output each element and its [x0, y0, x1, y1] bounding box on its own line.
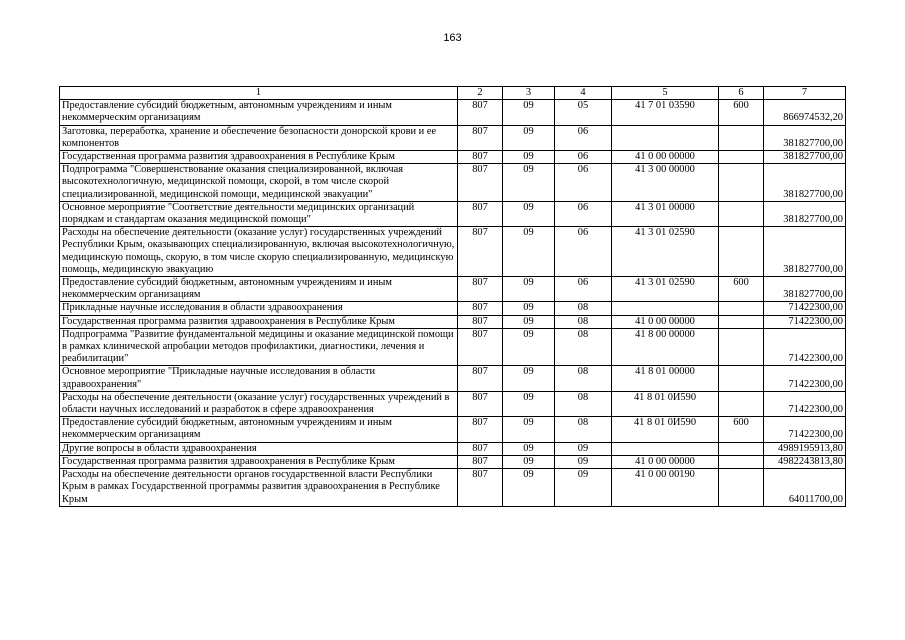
table-row	[60, 164, 846, 202]
row-description: Подпрограмма "Развитие фундаментальной медицины и оказание медицинской помощи в рамках клинической апробации методов профилактики, диагностики, лечения и реабилитации"	[60, 328, 458, 366]
row-target-article: 41 8 01 00000	[612, 366, 719, 391]
row-description: Другие вопросы в области здравоохранения	[60, 442, 458, 455]
table-row	[60, 125, 846, 150]
row-section-code: 09	[503, 277, 555, 302]
row-subsection-code: 06	[555, 201, 612, 226]
row-ministry-code: 807	[458, 164, 503, 202]
row-subsection-code: 08	[555, 391, 612, 416]
row-amount: 381827700,00	[764, 151, 846, 164]
row-ministry-code: 807	[458, 315, 503, 328]
row-expense-type	[719, 164, 764, 202]
row-description: Расходы на обеспечение деятельности органов государственной власти Республики Крым в рамках Государственной программы развития здравоохранения в Республике Крым	[60, 469, 458, 507]
row-section-code: 09	[503, 391, 555, 416]
row-subsection-code: 08	[555, 315, 612, 328]
row-subsection-code: 06	[555, 277, 612, 302]
row-expense-type	[719, 125, 764, 150]
row-amount: 381827700,00	[764, 227, 846, 277]
row-ministry-code: 807	[458, 100, 503, 125]
table-row	[60, 469, 846, 507]
row-expense-type	[719, 455, 764, 468]
row-description: Расходы на обеспечение деятельности (оказание услуг) государственных учреждений Республики Крым, оказывающих специализированную, включая высокотехнологичную, медицинскую помощь, скорую, в том числе скорую специализированную, медицинскую помощь, медицинскую эвакуацию	[60, 227, 458, 277]
table-row	[60, 391, 846, 416]
header-cell: 3	[503, 87, 555, 100]
budget-table	[59, 86, 846, 507]
row-description: Подпрограмма "Совершенствование оказания специализированной, включая высокотехнологичную, медицинской помощи, скорой, в том числе скорой специализированной, медицинской помощи, медицинской эвакуации"	[60, 164, 458, 202]
row-subsection-code: 08	[555, 417, 612, 442]
row-section-code: 09	[503, 417, 555, 442]
row-description: Предоставление субсидий бюджетным, автономным учреждениям и иным некоммерческим организациям	[60, 417, 458, 442]
row-subsection-code: 09	[555, 469, 612, 507]
table-row	[60, 277, 846, 302]
row-subsection-code: 09	[555, 442, 612, 455]
row-target-article: 41 3 00 00000	[612, 164, 719, 202]
row-target-article	[612, 302, 719, 315]
table-row	[60, 201, 846, 226]
row-ministry-code: 807	[458, 391, 503, 416]
row-amount: 381827700,00	[764, 201, 846, 226]
row-target-article: 41 8 01 0И590	[612, 391, 719, 416]
row-amount: 381827700,00	[764, 277, 846, 302]
row-target-article: 41 8 01 0И590	[612, 417, 719, 442]
row-description: Расходы на обеспечение деятельности (оказание услуг) государственных учреждений в области научных исследований и разработок в сфере здравоохранения	[60, 391, 458, 416]
row-ministry-code: 807	[458, 328, 503, 366]
row-section-code: 09	[503, 227, 555, 277]
header-cell: 6	[719, 87, 764, 100]
table-body	[60, 87, 846, 507]
row-target-article: 41 3 01 02590	[612, 227, 719, 277]
row-amount: 64011700,00	[764, 469, 846, 507]
row-subsection-code: 06	[555, 227, 612, 277]
row-subsection-code: 05	[555, 100, 612, 125]
table-row	[60, 417, 846, 442]
row-expense-type	[719, 391, 764, 416]
row-subsection-code: 08	[555, 302, 612, 315]
row-expense-type: 600	[719, 100, 764, 125]
row-expense-type: 600	[719, 277, 764, 302]
row-subsection-code: 06	[555, 125, 612, 150]
row-section-code: 09	[503, 302, 555, 315]
header-cell: 2	[458, 87, 503, 100]
row-description: Государственная программа развития здравоохранения в Республике Крым	[60, 151, 458, 164]
row-subsection-code: 08	[555, 328, 612, 366]
page-number: 163	[443, 32, 462, 44]
row-subsection-code: 08	[555, 366, 612, 391]
row-target-article: 41 3 01 00000	[612, 201, 719, 226]
row-ministry-code: 807	[458, 417, 503, 442]
row-section-code: 09	[503, 100, 555, 125]
row-target-article: 41 0 00 00190	[612, 469, 719, 507]
row-amount: 71422300,00	[764, 302, 846, 315]
row-expense-type	[719, 227, 764, 277]
row-description: Государственная программа развития здравоохранения в Республике Крым	[60, 455, 458, 468]
row-ministry-code: 807	[458, 442, 503, 455]
row-expense-type	[719, 302, 764, 315]
table-row	[60, 442, 846, 455]
row-expense-type	[719, 366, 764, 391]
row-ministry-code: 807	[458, 201, 503, 226]
row-description: Основное мероприятие "Соответствие деятельности медицинских организаций порядкам и стандартам оказания медицинской помощи"	[60, 201, 458, 226]
row-amount: 381827700,00	[764, 164, 846, 202]
row-description: Предоставление субсидий бюджетным, автономным учреждениям и иным некоммерческим организациям	[60, 100, 458, 125]
row-description: Основное мероприятие "Прикладные научные исследования в области здравоохранения"	[60, 366, 458, 391]
row-subsection-code: 09	[555, 455, 612, 468]
table-row	[60, 328, 846, 366]
row-target-article	[612, 125, 719, 150]
row-section-code: 09	[503, 315, 555, 328]
row-subsection-code: 06	[555, 151, 612, 164]
row-ministry-code: 807	[458, 277, 503, 302]
row-target-article: 41 3 01 02590	[612, 277, 719, 302]
table-row	[60, 366, 846, 391]
row-ministry-code: 807	[458, 366, 503, 391]
row-section-code: 09	[503, 455, 555, 468]
row-ministry-code: 807	[458, 302, 503, 315]
row-ministry-code: 807	[458, 151, 503, 164]
row-target-article: 41 0 00 00000	[612, 455, 719, 468]
table-header-row	[60, 87, 846, 100]
row-target-article	[612, 442, 719, 455]
row-target-article: 41 0 00 00000	[612, 151, 719, 164]
row-amount: 71422300,00	[764, 391, 846, 416]
header-cell: 7	[764, 87, 846, 100]
row-expense-type	[719, 151, 764, 164]
row-amount: 71422300,00	[764, 417, 846, 442]
row-expense-type	[719, 469, 764, 507]
row-amount: 866974532,20	[764, 100, 846, 125]
row-section-code: 09	[503, 469, 555, 507]
row-description: Прикладные научные исследования в области здравоохранения	[60, 302, 458, 315]
row-ministry-code: 807	[458, 455, 503, 468]
row-section-code: 09	[503, 366, 555, 391]
row-amount: 381827700,00	[764, 125, 846, 150]
row-ministry-code: 807	[458, 227, 503, 277]
row-section-code: 09	[503, 125, 555, 150]
row-target-article: 41 7 01 03590	[612, 100, 719, 125]
row-amount: 71422300,00	[764, 366, 846, 391]
header-cell: 1	[60, 87, 458, 100]
table-row	[60, 227, 846, 277]
row-ministry-code: 807	[458, 469, 503, 507]
row-section-code: 09	[503, 201, 555, 226]
table-row	[60, 100, 846, 125]
row-subsection-code: 06	[555, 164, 612, 202]
row-section-code: 09	[503, 442, 555, 455]
row-target-article: 41 0 00 00000	[612, 315, 719, 328]
header-cell: 4	[555, 87, 612, 100]
row-amount: 71422300,00	[764, 315, 846, 328]
row-section-code: 09	[503, 328, 555, 366]
row-target-article: 41 8 00 00000	[612, 328, 719, 366]
table-row	[60, 151, 846, 164]
row-ministry-code: 807	[458, 125, 503, 150]
header-cell: 5	[612, 87, 719, 100]
row-description: Предоставление субсидий бюджетным, автономным учреждениям и иным некоммерческим организациям	[60, 277, 458, 302]
row-expense-type	[719, 442, 764, 455]
row-expense-type	[719, 315, 764, 328]
table-row	[60, 302, 846, 315]
row-amount: 4982243813,80	[764, 455, 846, 468]
row-description: Заготовка, переработка, хранение и обеспечение безопасности донорской крови и ее компонентов	[60, 125, 458, 150]
row-section-code: 09	[503, 151, 555, 164]
row-expense-type	[719, 328, 764, 366]
row-expense-type	[719, 201, 764, 226]
row-amount: 71422300,00	[764, 328, 846, 366]
row-section-code: 09	[503, 164, 555, 202]
row-description: Государственная программа развития здравоохранения в Республике Крым	[60, 315, 458, 328]
row-expense-type: 600	[719, 417, 764, 442]
row-amount: 4989195913,80	[764, 442, 846, 455]
table-row	[60, 455, 846, 468]
table-row	[60, 315, 846, 328]
